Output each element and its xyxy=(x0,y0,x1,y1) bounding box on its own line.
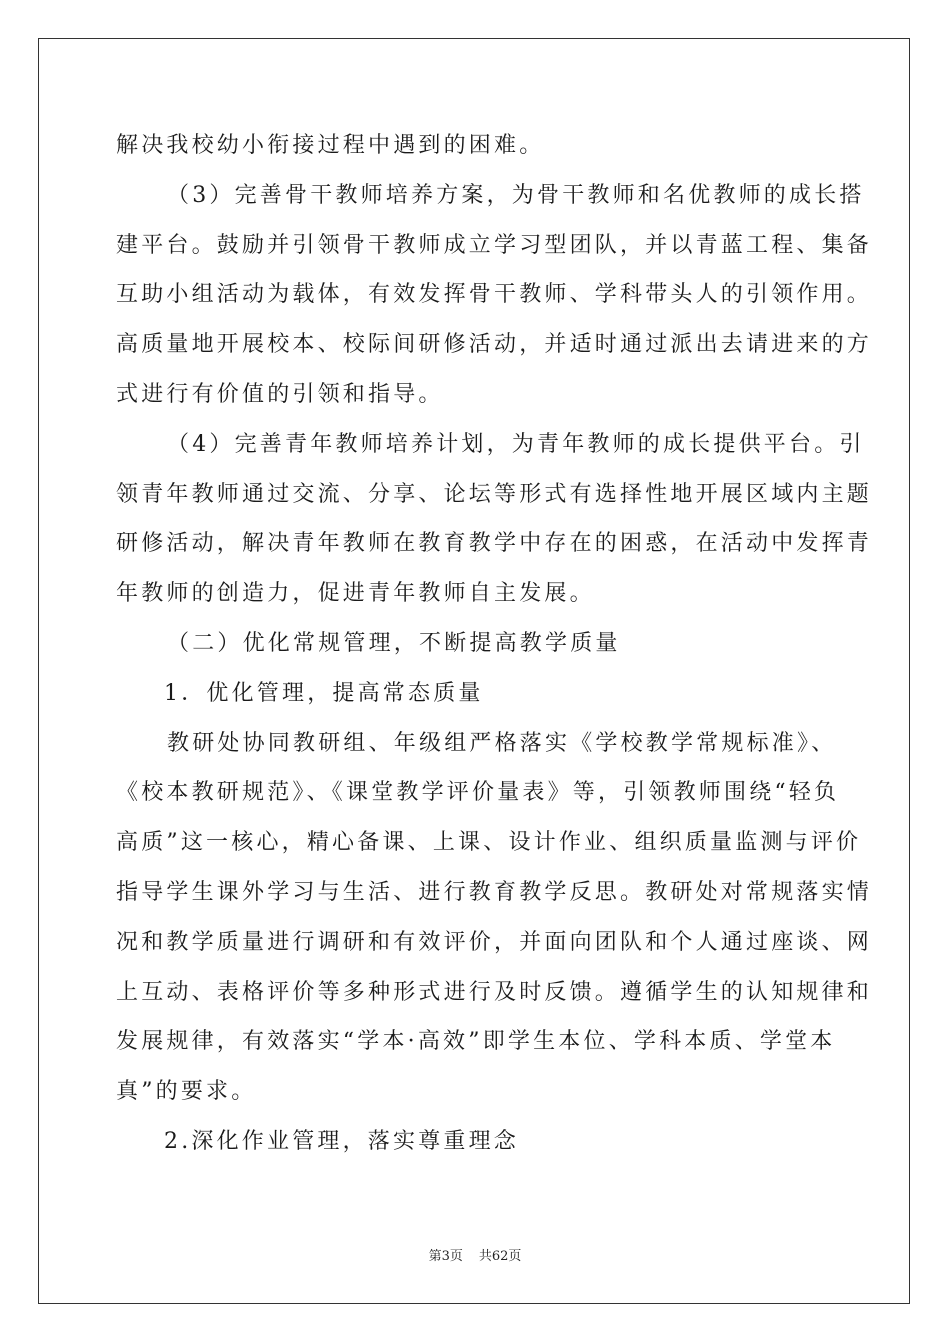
text-line: 建平台。鼓励并引领骨干教师成立学习型团队，并以青蓝工程、集备 xyxy=(116,232,873,258)
text-line: （3）完善骨干教师培养方案，为骨干教师和名优教师的成长搭 xyxy=(167,182,865,208)
subsection-heading: 1．优化管理，提高常态质量 xyxy=(164,680,484,706)
text-line: 高质”这一核心，精心备课、上课、设计作业、组织质量监测与评价 xyxy=(116,830,862,856)
text-line: （4）完善青年教师培养计划，为青年教师的成长提供平台。引 xyxy=(167,431,865,457)
subsection-heading: 2.深化作业管理，落实尊重理念 xyxy=(164,1128,519,1154)
text-line: 教研处协同教研组、年级组严格落实《学校教学常规标准》、 xyxy=(167,730,837,756)
total-pages: 共62页 xyxy=(478,1249,522,1264)
text-line: 互助小组活动为载体，有效发挥骨干教师、学科带头人的引领作用。 xyxy=(116,282,873,308)
text-line: 年教师的创造力，促进青年教师自主发展。 xyxy=(116,581,595,607)
page-footer xyxy=(0,1245,950,1264)
text-line: 发展规律，有效落实“学本·高效”即学生本位、学科本质、学堂本 xyxy=(116,1029,836,1055)
text-line: 解决我校幼小衔接过程中遇到的困难。 xyxy=(116,133,545,158)
text-line: 研修活动，解决青年教师在教育教学中存在的困惑，在活动中发挥青 xyxy=(116,531,873,557)
text-line: 况和教学质量进行调研和有效评价，并面向团队和个人通过座谈、网 xyxy=(116,929,873,955)
text-line: 式进行有价值的引领和指导。 xyxy=(116,381,444,407)
text-line: 真”的要求。 xyxy=(116,1079,257,1105)
document-body xyxy=(116,121,873,1167)
text-line: 上互动、表格评价等多种形式进行及时反馈。遵循学生的认知规律和 xyxy=(116,979,873,1005)
text-line: 高质量地开展校本、校际间研修活动，并适时通过派出去请进来的方 xyxy=(116,332,873,358)
page-number: 第3页 xyxy=(428,1249,463,1264)
text-line: 《校本教研规范》、《课堂教学评价量表》等，引领教师围绕“轻负 xyxy=(116,780,840,806)
text-line: 指导学生课外学习与生活、进行教育教学反思。教研处对常规落实情 xyxy=(116,879,873,905)
section-heading: （二）优化常规管理，不断提高教学质量 xyxy=(167,630,621,656)
text-line: 领青年教师通过交流、分享、论坛等形式有选择性地开展区域内主题 xyxy=(116,481,873,507)
